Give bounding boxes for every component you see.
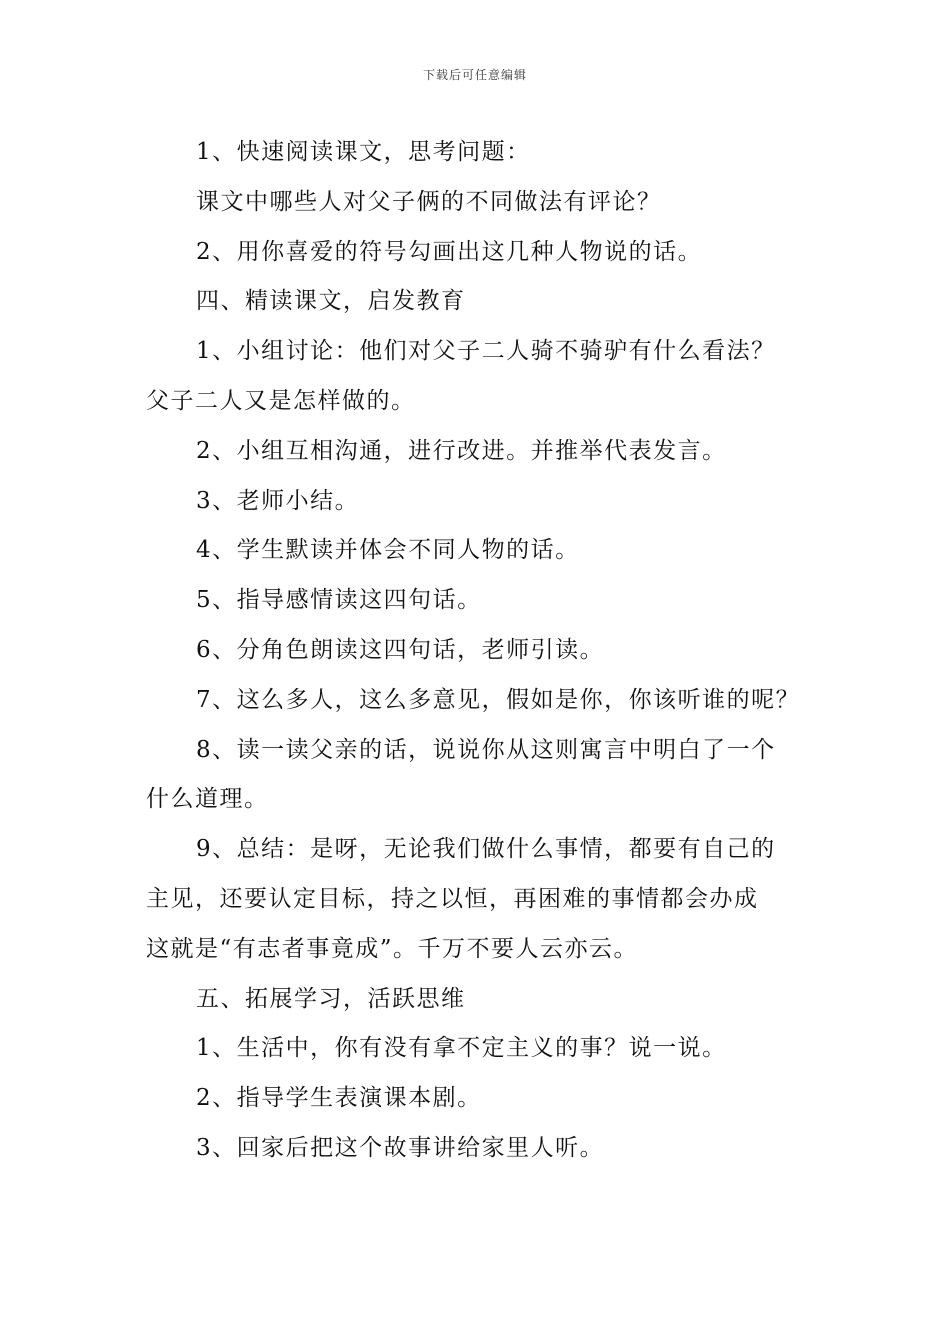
paragraph-line: 2、小组互相沟通，进行改进。并推举代表发言。: [196, 437, 727, 464]
paragraph-line: 7、这么多人，这么多意见，假如是你，你该听谁的呢？: [196, 686, 801, 713]
paragraph-line: 1、小组讨论：他们对父子二人骑不骑驴有什么看法？: [196, 338, 776, 365]
paragraph-line: 4、学生默读并体会不同人物的话。: [196, 537, 580, 564]
paragraph-line: 5、指导感情读这四句话。: [196, 587, 482, 614]
section-heading: 四、精读课文，启发教育: [196, 288, 466, 315]
page-header-note: 下载后可任意编辑: [422, 68, 527, 82]
document-body: [146, 128, 816, 1174]
paragraph-line: 什么道理。: [146, 786, 269, 813]
paragraph-line: 1、生活中，你有没有拿不定主义的事？说一说。: [196, 1035, 727, 1062]
paragraph-line: 2、指导学生表演课本剧。: [196, 1085, 482, 1112]
section-heading: 五、拓展学习，活跃思维: [196, 985, 466, 1012]
paragraph-line: 3、老师小结。: [196, 487, 360, 514]
paragraph-line: 主见，还要认定目标，持之以恒，再困难的事情都会办成: [146, 885, 759, 912]
paragraph-line: 3、回家后把这个故事讲给家里人听。: [196, 1134, 605, 1161]
paragraph-line: 父子二人又是怎样做的。: [146, 387, 416, 414]
paragraph-line: 课文中哪些人对父子俩的不同做法有评论？: [196, 188, 662, 215]
paragraph-line: 1、快速阅读课文，思考问题：: [196, 139, 531, 165]
paragraph-line: 这就是“有志者事竟成”。千万不要人云亦云。: [146, 935, 639, 962]
paragraph-line: 6、分角色朗读这四句话，老师引读。: [196, 636, 605, 663]
paragraph-line: 2、用你喜爱的符号勾画出这几种人物说的话。: [196, 238, 703, 265]
paragraph-line: 9、总结：是呀，无论我们做什么事情，都要有自己的: [196, 836, 776, 863]
paragraph-line: 8、读一读父亲的话，说说你从这则寓言中明白了一个: [196, 736, 776, 763]
